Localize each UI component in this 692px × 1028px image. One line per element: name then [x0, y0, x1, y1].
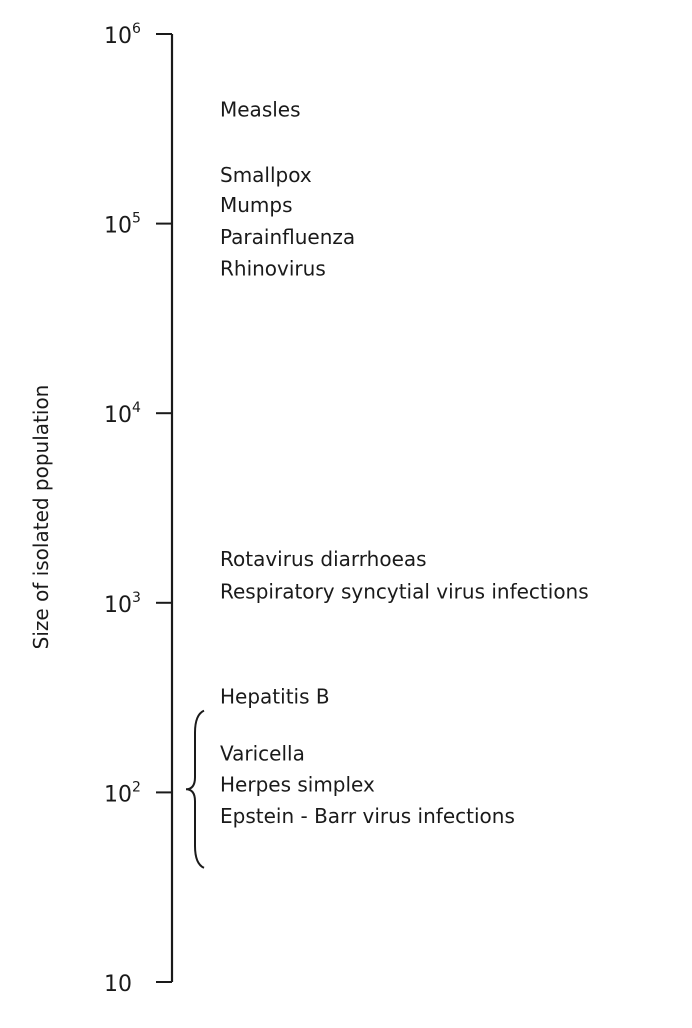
y-tick-label: $10^3$ [104, 589, 141, 618]
infection-label: Hepatitis B [220, 684, 330, 709]
infection-label: Mumps [220, 193, 293, 218]
y-tick-label: 10 [104, 972, 132, 997]
infection-label: Parainfluenza [220, 224, 356, 249]
y-tick-label: $10^6$ [104, 21, 141, 49]
infection-label: Varicella [220, 741, 305, 766]
group-bracket [186, 711, 204, 868]
y-axis-label: Size of isolated population [29, 384, 53, 650]
y-tick-label: $10^2$ [104, 779, 141, 808]
tick-group [104, 21, 172, 997]
item-labels [220, 97, 589, 828]
infection-label: Measles [220, 97, 301, 122]
y-tick-label: $10^4$ [104, 400, 141, 429]
infection-label: Epstein - Barr virus infections [220, 804, 515, 829]
infection-label: Rhinovirus [220, 256, 326, 281]
infection-label: Smallpox [220, 163, 312, 188]
infection-label: Herpes simplex [220, 772, 375, 797]
y-tick-label: $10^5$ [104, 210, 141, 239]
infection-label: Rotavirus diarrhoeas [220, 547, 427, 572]
infection-label: Respiratory syncytial virus infections [220, 579, 589, 604]
